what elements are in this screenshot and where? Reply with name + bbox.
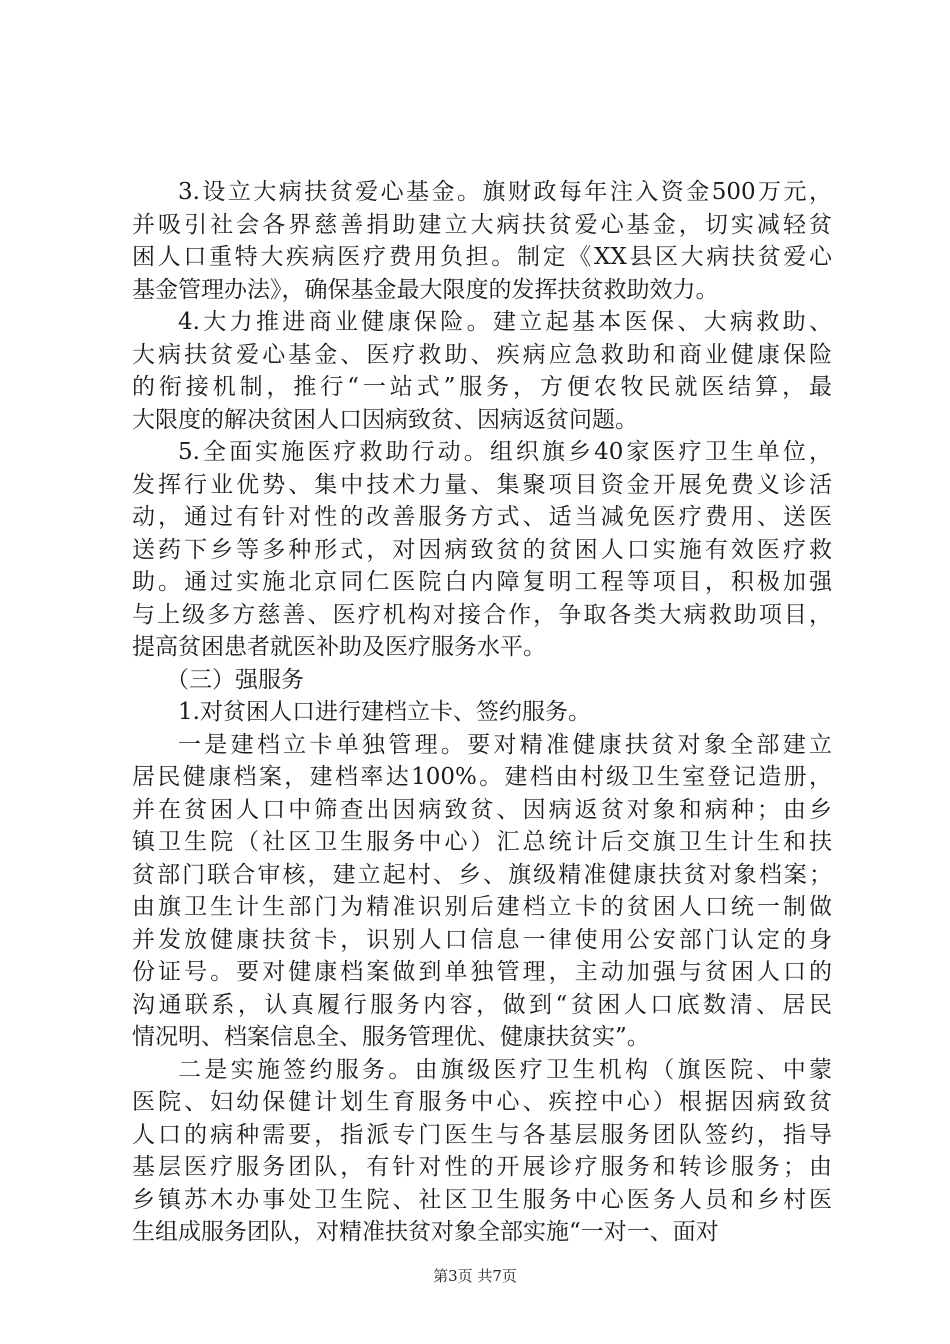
text-line: 3.设立大病扶贫爱心基金。旗财政每年注入资金500万元， [178,179,832,205]
text-line: 提高贫困患者就医补助及医疗服务水平。 [132,634,546,660]
text-line: 人口的病种需要，指派专门医生与各基层服务团队签约，指导 [132,1121,832,1148]
text-line: 并在贫困人口中筛查出因病致贫、因病返贫对象和病种；由乡 [132,796,832,823]
text-line: 动，通过有针对性的改善服务方式、适当减免医疗费用、送医 [132,504,832,530]
text-line: 由旗卫生计生部门为精准识别后建档立卡的贫困人口统一制做 [132,894,832,920]
text-line: 二是实施签约服务。由旗级医疗卫生机构（旗医院、中蒙 [178,1056,832,1083]
page-footer: 第3页 共7页 [433,1267,517,1285]
text-line: 沟通联系，认真履行服务内容，做到“贫困人口底数清、居民 [132,991,832,1018]
text-line: 一是建档立卡单独管理。要对精准健康扶贫对象全部建立 [178,731,832,758]
text-line: 5.全面实施医疗救助行动。组织旗乡40家医疗卫生单位， [178,439,832,465]
text-line: 送药下乡等多种形式，对因病致贫的贫困人口实施有效医疗救 [132,536,832,563]
text-line: 困人口重特大疾病医疗费用负担。制定《XX县区大病扶贫爱心 [132,244,832,270]
text-line: 的衔接机制，推行“一站式”服务，方便农牧民就医结算，最 [132,374,832,400]
text-line: 1.对贫困人口进行建档立卡、签约服务。 [178,699,591,725]
text-line: 情况明、档案信息全、服务管理优、健康扶贫实”。 [132,1024,650,1050]
text-line: 大病扶贫爱心基金、医疗救助、疾病应急救助和商业健康保险 [132,341,832,368]
text-line: 并发放健康扶贫卡，识别人口信息一律使用公安部门认定的身 [132,926,832,953]
text-line: 贫部门联合审核，建立起村、乡、旗级精准健康扶贫对象档案； [132,861,832,888]
text-line: 发挥行业优势、集中技术力量、集聚项目资金开展免费义诊活 [132,471,832,498]
text-line: 与上级多方慈善、医疗机构对接合作，争取各类大病救助项目， [132,601,832,628]
text-line: 医院、妇幼保健计划生育服务中心、疾控中心）根据因病致贫 [132,1089,832,1115]
text-line: （三）强服务 [166,666,304,693]
text-line: 镇卫生院（社区卫生服务中心）汇总统计后交旗卫生计生和扶 [132,829,832,855]
text-line: 基金管理办法》，确保基金最大限度的发挥扶贫救助效力。 [132,276,719,303]
text-line: 份证号。要对健康档案做到单独管理，主动加强与贫困人口的 [132,959,832,985]
text-line: 助。通过实施北京同仁医院白内障复明工程等项目，积极加强 [132,569,832,595]
document-body [132,176,832,1249]
text-line: 基层医疗服务团队，有针对性的开展诊疗服务和转诊服务；由 [132,1154,832,1180]
text-line: 生组成服务团队，对精准扶贫对象全部实施“一对一、面对 [132,1219,719,1245]
text-line: 并吸引社会各界慈善捐助建立大病扶贫爱心基金，切实减轻贫 [132,211,832,238]
text-line: 4.大力推进商业健康保险。建立起基本医保、大病救助、 [178,309,832,335]
text-line: 大限度的解决贫困人口因病致贫、因病返贫问题。 [132,406,638,433]
text-line: 乡镇苏木办事处卫生院、社区卫生服务中心医务人员和乡村医 [132,1186,832,1213]
text-line: 居民健康档案，建档率达100%。建档由村级卫生室登记造册， [132,764,832,790]
